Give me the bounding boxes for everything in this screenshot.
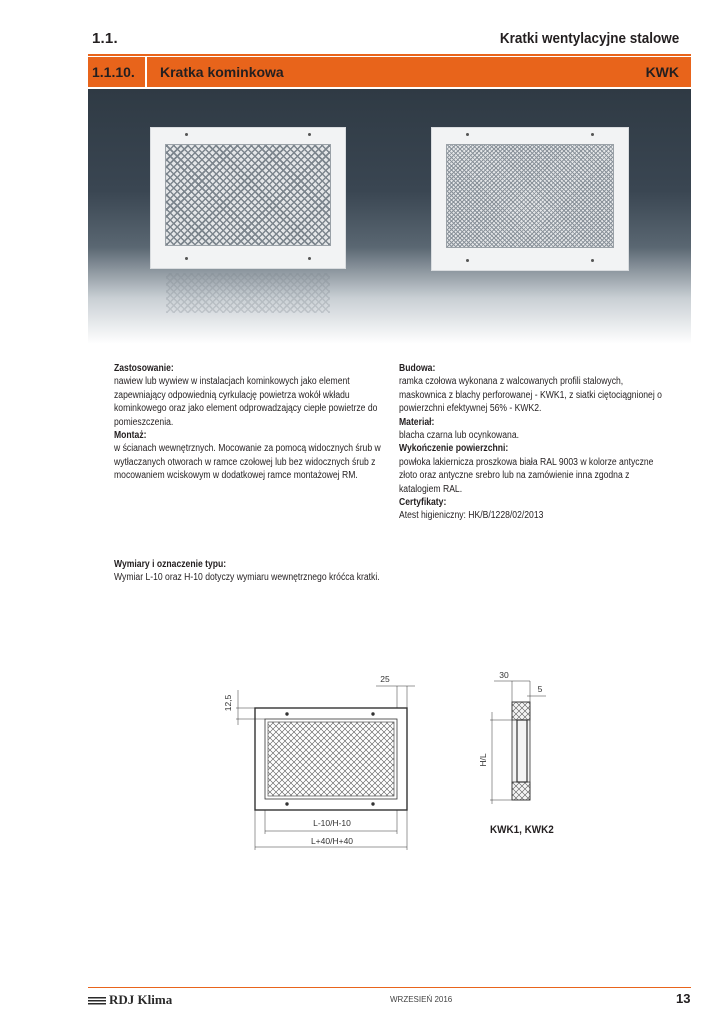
dimensions-heading: Wymiary i oznaczenie typu: — [114, 559, 227, 570]
dimension-inner-label: L-10/H-10 — [313, 818, 351, 828]
product-name: Kratka kominkowa — [160, 64, 284, 80]
product-code: 1.1.10. — [92, 64, 135, 80]
product-tag: KWK — [645, 64, 679, 80]
dimension-12-5-label: 12,5 — [223, 694, 233, 712]
brand-logo — [88, 992, 172, 1008]
dimension-outer-label: L+40/H+40 — [310, 836, 354, 846]
section-number: 1.1. — [92, 30, 118, 47]
dimension-30-label: 30 — [499, 670, 509, 680]
drawing-caption: KWK1, KWK2 — [490, 824, 554, 836]
finish-heading: Wykończenie powierzchni: — [399, 443, 509, 455]
dimension-25-label: 25 — [380, 674, 390, 684]
application-text: nawiew lub wywiew w instalacjach kominkowych jako element zapewniający odpowiednią cyrkulację powietrza wokół wkładu kominkowego oraz jako element odprowadzający ciepłe powietrze do pomieszczenia. — [114, 376, 378, 428]
construction-text: ramka czołowa wykonana z walcowanych profili stalowych, maskownica z blachy perforowanej - KWK1, z siatki ciętociągnionej o powierzchni efektywnej 56% - KWK2. — [399, 376, 662, 415]
mounting-heading: Montaż: — [114, 430, 147, 442]
construction-heading: Budowa: — [399, 363, 436, 374]
side-view-drawing — [490, 681, 546, 804]
footer-rule — [88, 987, 691, 988]
dimension-hl-label: H/L — [478, 753, 488, 767]
application-heading: Zastosowanie: — [114, 363, 174, 374]
mounting-text: w ścianach wewnętrznych. Mocowanie za pomocą widocznych śrub w wytłaczanych otworach w ramce czołowej lub bez widocznych śrub z mocowaniem wciskowym w dodatkowej ramce montażowej RM. — [114, 443, 381, 482]
finish-text: powłoka lakiernicza proszkowa biała RAL 9003 w kolorze antyczne złoto oraz antyczne srebro lub na zamówienie inna zgodna z katalogiem RAL. — [399, 456, 654, 495]
certificates-text: Atest higieniczny: HK/B/1228/02/2013 — [399, 510, 544, 522]
section-title: Kratki wentylacyjne stalowe — [499, 30, 679, 47]
certificates-heading: Certyfikaty: — [399, 497, 447, 509]
brand-logo-icon — [88, 997, 106, 1006]
page-number: 13 — [676, 991, 691, 1006]
brand-name: RDJ Klima — [109, 992, 173, 1007]
footer-date: WRZESIEŃ 2016 — [390, 995, 453, 1004]
dimension-5-label: 5 — [537, 684, 543, 694]
material-text: blacha czarna lub ocynkowana. — [399, 430, 519, 442]
dimensions-text: Wymiar L-10 oraz H-10 dotyczy wymiaru wewnętrznego króćca kratki. — [114, 572, 380, 584]
material-heading: Materiał: — [399, 416, 435, 428]
